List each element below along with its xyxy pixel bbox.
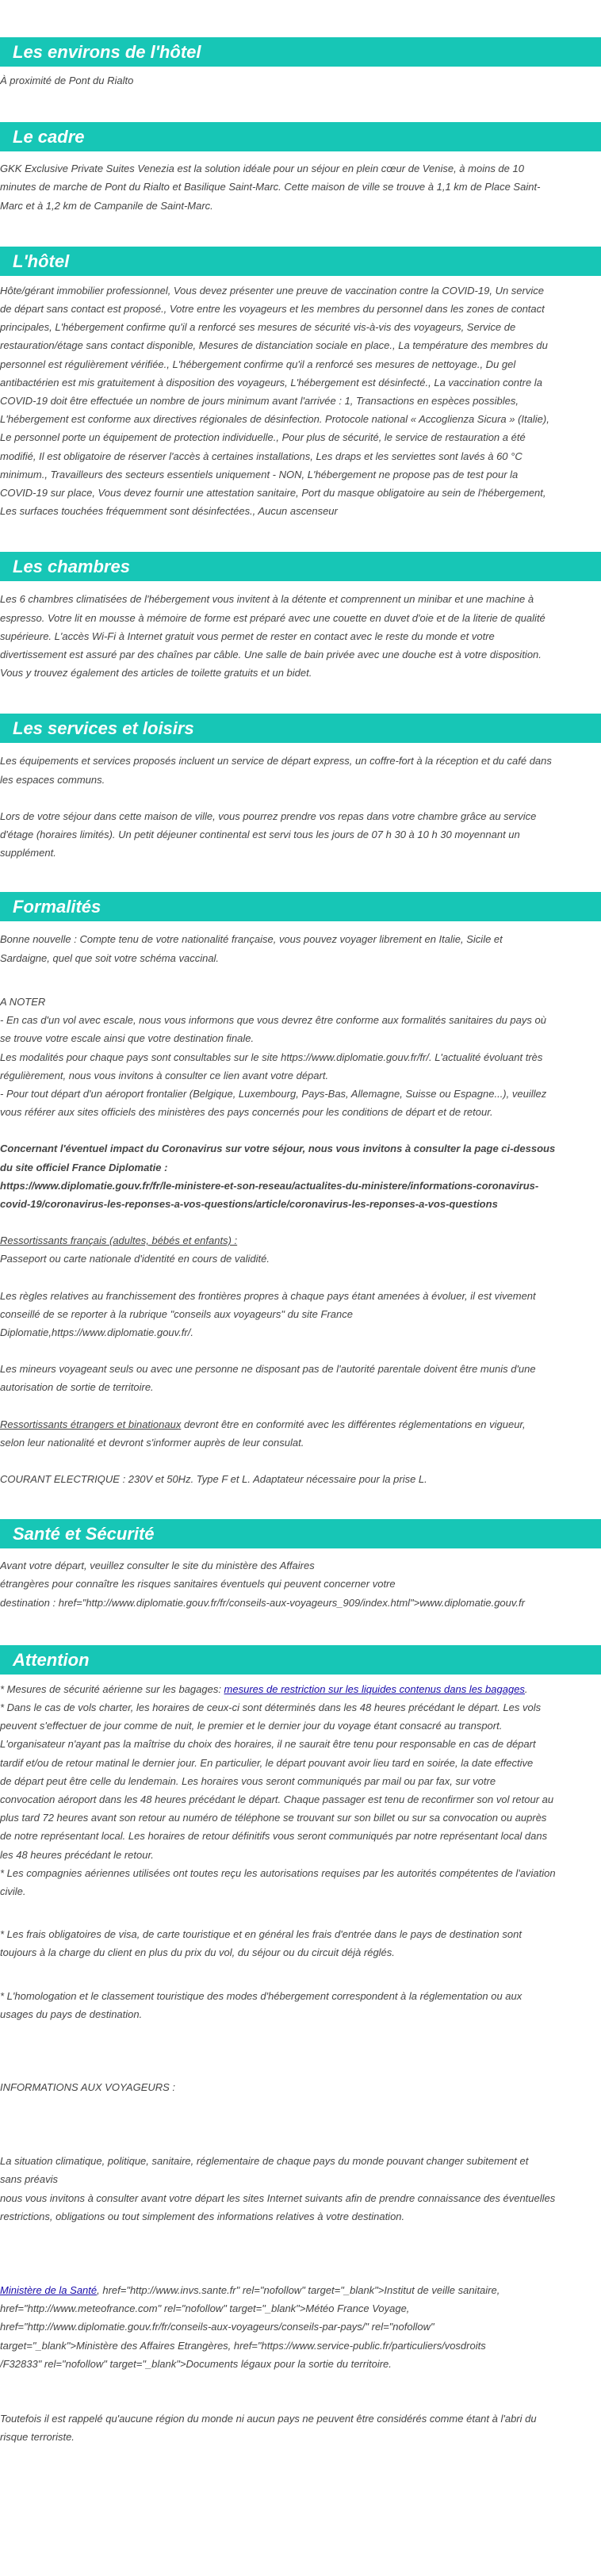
passeport-text: Passeport ou carte nationale d'identité en cours de validité.	[0, 1253, 270, 1265]
charter-line: L'organisateur n'ayant pas la maîtrise du choix des horaires, il ne saurait être tenu pour responsable en cas de départ	[0, 1738, 536, 1751]
services-line: d'étage (horaires limités). Un petit déjeuner continental est servi tous les jours de 07 h 30 à 10 h 30 moyennant un	[0, 829, 520, 841]
homologation-line: usages du pays de destination.	[0, 2008, 143, 2020]
attention-body	[0, 1680, 599, 2447]
formalites-noter: vous référer aux sites officiels des ministères des pays concernés pour les conditions de départ et de retour.	[0, 1106, 493, 1119]
links-line: /F32833" rel="nofollow" target="_blank">Documents légaux pour la sortie du territoire.	[0, 2357, 392, 2370]
cadre-line: minutes de marche de Pont du Rialto et Basilique Saint-Marc. Cette maison de ville se trouve à 1,1 km de Place Saint-	[0, 181, 541, 193]
formalites-noter: - Pour tout départ d'un aéroport frontalier (Belgique, Luxembourg, Pays-Bas, Allemagne, Suisse ou Espagne...), veuillez	[0, 1087, 547, 1100]
ministere-rest: , href="http://www.invs.sante.fr" rel="nofollow" target="_blank">Institut de veille sanitaire,	[97, 2284, 500, 2297]
situation-line: La situation climatique, politique, sanitaire, réglementaire de chaque pays du monde pouvant changer subitement et	[0, 2155, 529, 2168]
formalites-noter: régulièrement, nous vous invitons à consulter ce lien avant votre départ.	[0, 1069, 329, 1081]
sante-line: étrangères pour connaître les risques sanitaires éventuels qui peuvent concerner votre	[0, 1578, 396, 1590]
frais-line: toujours à la charge du client en plus du prix du vol, du séjour ou du circuit déjà réglés.	[0, 1946, 395, 1959]
section-title-attention: Attention	[0, 1645, 601, 1675]
formalites-noter: se trouve votre escale ainsi que votre destination finale.	[0, 1032, 255, 1045]
charter-line: * Les compagnies aériennes utilisées ont toutes reçu les autorisations requises par les autorités compétentes de l'aviation	[0, 1866, 556, 1879]
services-line: Lors de votre séjour dans cette maison de ville, vous pourrez prendre vos repas dans votre chambre grâce au service	[0, 810, 537, 822]
regles-text: conseillé de se reporter à la rubrique "conseils aux voyageurs" du site France	[0, 1307, 353, 1320]
section-title-environs: Les environs de l'hôtel	[0, 37, 601, 67]
chambres-line: supérieure. L'accès Wi-Fi à Internet gratuit vous permet de rester en contact avec le reste du monde et votre	[0, 630, 495, 642]
cadre-body	[0, 159, 599, 215]
formalites-noter: - En cas d'un vol avec escale, nous vous informons que vous devrez être conforme aux formalités sanitaires du pays où	[0, 1014, 546, 1027]
section-title-services: Les services et loisirs	[0, 714, 601, 743]
infos-voyageurs-heading: INFORMATIONS AUX VOYAGEURS :	[0, 2081, 176, 2094]
chambres-line: Vous y trouvez également des articles de toilette gratuits et un bidet.	[0, 667, 312, 679]
section-title-hotel: L'hôtel	[0, 247, 601, 276]
covid-link[interactable]: covid-19/coronavirus-les-reponses-a-vos-questions/article/coronavirus-les-reponses-a-vos-questions	[0, 1197, 498, 1210]
section-title-sante: Santé et Sécurité	[0, 1519, 601, 1548]
etrangers-rest: devront être en conformité avec les différentes réglementations en vigueur,	[181, 1418, 526, 1430]
hotel-line: modifié, Il est obligatoire de réserver l'accès à certaines installations, Les draps et les serviettes sont lavés à 60 °C	[0, 450, 523, 462]
hotel-line: Les surfaces touchées fréquemment sont désinfectées., Aucun ascenseur	[0, 505, 338, 518]
chambres-line: Les 6 chambres climatisées de l'hébergement vous invitent à la détente et comprennent un minibar et une machine à	[0, 593, 534, 606]
links-line: target="_blank">Ministère des Affaires Etrangères, href="https://www.service-public.fr/particuliers/vosdroits	[0, 2339, 486, 2352]
etrangers-label: Ressortissants étrangers et binationaux	[0, 1418, 182, 1430]
chambres-body	[0, 590, 599, 682]
cadre-line: GKK Exclusive Private Suites Venezia est la solution idéale pour un séjour en plein cœur de Venise, à moins de 10	[0, 163, 524, 175]
situation-line: sans préavis	[0, 2173, 58, 2186]
hotel-line: Le personnel porte un équipement de protection individuelle., Pour plus de sécurité, le service de restauration a été	[0, 431, 526, 444]
services-line: supplément.	[0, 847, 56, 859]
frais-line: * Les frais obligatoires de visa, de carte touristique et en général les frais d'entrée dans le pays de destination sont	[0, 1928, 522, 1941]
sante-body	[0, 1556, 599, 1612]
ressortissants-francais-heading: Ressortissants français (adultes, bébés et enfants) :	[0, 1234, 238, 1247]
charter-line: peuvent s'effectuer de jour comme de nuit, le premier et le dernier jour du voyage étant consacré au transport.	[0, 1720, 503, 1732]
terrorisme-line: risque terroriste.	[0, 2431, 75, 2444]
hotel-line: principales, L'hébergement confirme qu'il a renforcé ses mesures de sécurité vis-à-vis des voyageurs, Service de	[0, 321, 516, 334]
charter-line: les 48 heures précédant le retour.	[0, 1848, 154, 1861]
environs-body	[0, 71, 599, 90]
hotel-line: Hôte/gérant immobilier professionnel, Vous devez présenter une preuve de vaccination contre la COVID-19, Un service	[0, 284, 544, 297]
charter-line: * Dans le cas de vols charter, les horaires de ceux-ci sont déterminés dans les 48 heures précédant le départ. Les vols	[0, 1701, 542, 1713]
section-title-chambres: Les chambres	[0, 552, 601, 581]
charter-line: civile.	[0, 1885, 26, 1897]
situation-line: restrictions, obligations ou tout simplement des informations relatives à votre destination.	[0, 2210, 405, 2222]
charter-line: tardif et/ou de retour matinal le dernier jour. En particulier, le départ pouvant avoir lieu tard en soirée, la date effective	[0, 1756, 534, 1769]
situation-line: nous vous invitons à consulter avant votre départ les sites Internet suivants afin de prendre connaissance des éventuelles	[0, 2191, 556, 2204]
chambres-line: divertissement est assuré par des chaînes par câble. Une salle de bain privée avec une douche est à votre disposition.	[0, 649, 542, 661]
terrorisme-line: Toutefois il est rappelé qu'aucune région du monde ni aucun pays ne peuvent être considérés comme étant à l'abri du	[0, 2413, 537, 2425]
charter-line: de notre représentant local. Les horaires de retour définitifs vous seront communiqués par notre représentant local dans	[0, 1830, 548, 1843]
hotel-line: restauration/étage sans contact disponible, Mesures de distanciation sociale en place., La température des membres du	[0, 339, 548, 352]
formalites-noter: A NOTER	[0, 995, 46, 1008]
bagages-link[interactable]: mesures de restriction sur les liquides contenus dans les bagages	[224, 1682, 525, 1695]
hotel-body	[0, 281, 599, 521]
sante-line: Avant votre départ, veuillez consulter le site du ministère des Affaires	[0, 1560, 315, 1572]
hotel-line: de départ sans contact est proposé., Votre entre les voyageurs et les membres du personnel dans les zones de contact	[0, 303, 545, 316]
ministere-sante-link[interactable]: Ministère de la Santé	[0, 2284, 98, 2297]
ministere-line	[0, 2281, 599, 2299]
chambres-line: espresso. Votre lit en mousse à mémoire de forme est préparé avec une couette en duvet d'oie et de la literie de qualité	[0, 611, 545, 624]
regles-text: Diplomatie,https://www.diplomatie.gouv.fr/.	[0, 1326, 193, 1338]
regles-text: Les règles relatives au franchissement des frontières propres à chaque pays étant amenées à évoluer, il est vivement	[0, 1289, 536, 1302]
bagages-pre: * Mesures de sécurité aérienne sur les bagages:	[0, 1682, 224, 1695]
hotel-line: minimum., Travailleurs des secteurs essentiels uniquement - NON, L'hébergement ne propose pas de test pour la	[0, 468, 519, 480]
links-line: href="http://www.diplomatie.gouv.fr/fr/conseils-aux-voyageurs/conseils-par-pays/" rel="nofollow"	[0, 2321, 434, 2333]
formalites-body	[0, 930, 599, 1488]
hotel-line: L'hébergement est conforme aux directives régionales de désinfection. Protocole national « Accoglienza Sicura » (Italie),	[0, 413, 549, 426]
charter-line: de départ peut être celle du lendemain. Les horaires vous seront communiqués par mail ou par fax, sur votre	[0, 1774, 496, 1787]
environs-text: À proximité de Pont du Rialto	[0, 75, 134, 86]
covid-notice: du site officiel France Diplomatie :	[0, 1161, 168, 1173]
mineurs-text: Les mineurs voyageant seuls ou avec une personne ne disposant pas de l'autorité parentale doivent être munis d'une	[0, 1363, 536, 1376]
section-title-cadre: Le cadre	[0, 122, 601, 151]
services-line: Les équipements et services proposés incluent un service de départ express, un coffre-fort à la réception et du café dans	[0, 755, 552, 767]
hotel-line: personnel est régulièrement vérifiée., L'hébergement confirme qu'il a renforcé ses mesures de nettoyage., Du gel	[0, 358, 516, 370]
hotel-line: COVID-19 sur place, Vous devez fournir une attestation sanitaire, Port du masque obligatoire au sein de l'hébergement,	[0, 487, 546, 500]
services-body	[0, 752, 599, 862]
bagages-post: .	[524, 1682, 528, 1695]
etrangers-text: selon leur nationalité et devront s'informer auprès de leur consulat.	[0, 1436, 304, 1449]
section-title-formalites: Formalités	[0, 892, 601, 921]
etrangers-text	[0, 1415, 599, 1433]
charter-line: convocation aéroport dans les 48 heures précédant le départ. Chaque passager est tenu de reconfirmer son vol retour au	[0, 1793, 554, 1805]
covid-notice: Concernant l'éventuel impact du Coronavirus sur votre séjour, nous vous invitons à consulter la page ci-dessous	[0, 1143, 556, 1155]
bagages-line	[0, 1680, 599, 1698]
mineurs-text: autorisation de sortie de territoire.	[0, 1381, 154, 1394]
formalites-intro: Bonne nouvelle : Compte tenu de votre nationalité française, vous pouvez voyager librement en Italie, Sicile et	[0, 933, 503, 946]
hotel-line: antibactérien est mis gratuitement à disposition des voyageurs, L'hébergement est désinfecté., La vaccination contre la	[0, 376, 542, 389]
covid-link[interactable]: https://www.diplomatie.gouv.fr/fr/le-ministere-et-son-reseau/actualites-du-ministere/informations-coronavirus-	[0, 1179, 539, 1192]
formalites-noter: Les modalités pour chaque pays sont consultables sur le site https://www.diplomatie.gouv.fr/fr/. L'actualité évoluant très	[0, 1051, 543, 1063]
homologation-line: * L'homologation et le classement touristique des modes d'hébergement correspondent à la réglementation ou aux	[0, 1989, 523, 2002]
charter-line: plus tard 72 heures avant son retour au numéro de téléphone se trouvant sur son billet ou sur sa convocation ou auprès	[0, 1812, 547, 1824]
links-line: href="http://www.meteofrance.com" rel="nofollow" target="_blank">Météo France Voyage,	[0, 2302, 410, 2315]
cadre-line: Marc et à 1,2 km de Campanile de Saint-Marc.	[0, 199, 213, 212]
services-line: les espaces communs.	[0, 773, 105, 786]
hotel-line: COVID-19 doit être effectuée un nombre de jours minimum avant l'arrivée : 1, Transactions en espèces possibles,	[0, 395, 519, 408]
courant-text: COURANT ELECTRIQUE : 230V et 50Hz. Type F et L. Adaptateur nécessaire pour la prise L.	[0, 1472, 427, 1485]
formalites-intro: Sardaigne, quel que soit votre schéma vaccinal.	[0, 951, 220, 964]
sante-line: destination : href="http://www.diplomatie.gouv.fr/fr/conseils-aux-voyageurs_909/index.html">www.diplomatie.gouv.fr	[0, 1596, 525, 1609]
